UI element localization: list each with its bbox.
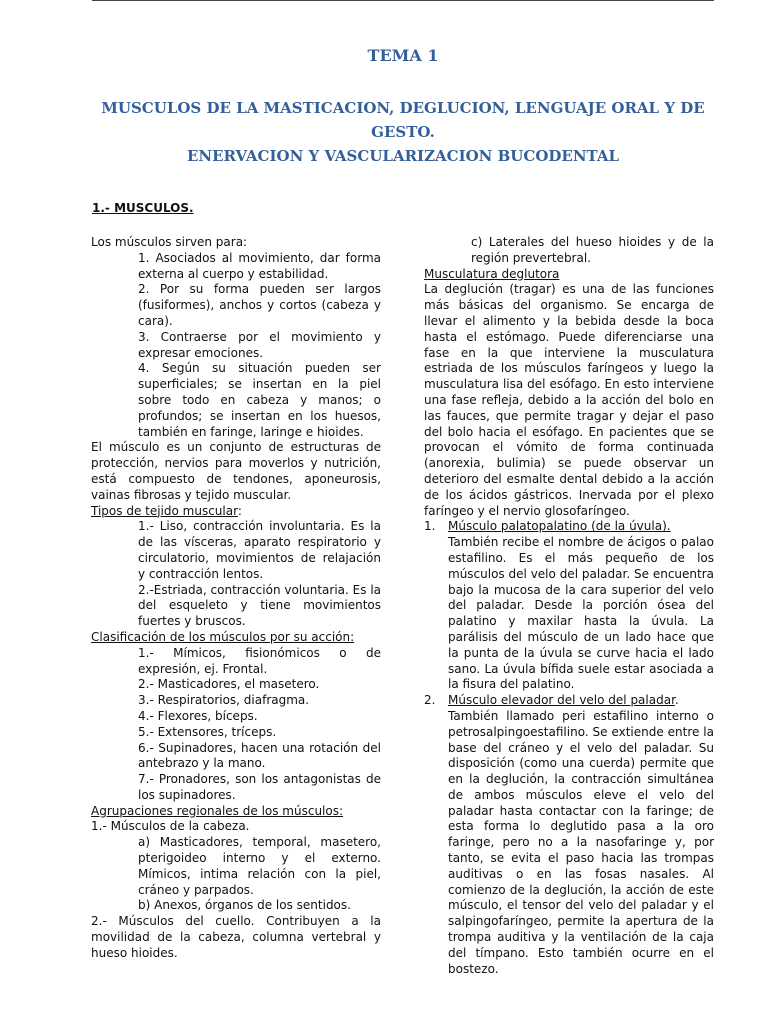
list-item: 4.- Flexores, bíceps. — [138, 708, 258, 723]
deglutition-heading: Musculatura deglutora — [424, 266, 560, 281]
list-item: 2. Por su forma pueden ser largos (fusiformes), anchos y cortos (cabeza y cara). — [138, 282, 381, 328]
deglutition-paragraph: La deglución (tragar) es una de las funciones más básicas del organismo. Se encarga de llevar el alimento y la bebida desde la boca hasta el estómago. Puede diferenciarse una fase en la que interviene la musculatura estriada de los músculos faríngeos y luego la musculatura lisa del esófago. En esto interviene una fase refleja, debido a la acción del bolo en las fauces, que permite tragar y dejar el paso del bolo hacia el esófago. En pacientes que se provocan el vómito de forma continuada (anorexia, bulimia) se puede observar un deterioro del esmalte dental debido a la acción de los ácidos gástricos. Inervada por el plexo faríngeo y el nervio glosofaríngeo. — [424, 282, 714, 518]
section-heading: 1.- MUSCULOS. — [92, 201, 194, 215]
list-item: 3. Contraerse por el movimiento y expresar emociones. — [138, 329, 381, 360]
tissue-heading-colon: : — [237, 503, 242, 518]
list-item: 4. Según su situación pueden ser superficiales; se insertan en la piel sobre todo en cabeza y manos; o profundos; se insertan en los huesos, también en faringe, laringe e hioides. — [138, 361, 381, 439]
numbered-item — [424, 693, 714, 977]
item-number: 2. — [424, 693, 436, 708]
item-title: Músculo palatopalatino (de la úvula). — [448, 519, 671, 534]
list-item: 1. Asociados al movimiento, dar forma externa al cuerpo y estabilidad. — [138, 250, 381, 281]
right-column — [424, 235, 714, 977]
list-item: b) Anexos, órganos de los sentidos. — [138, 898, 351, 913]
document-title — [92, 96, 714, 168]
item-title: Músculo elevador del velo del paladar — [448, 693, 675, 708]
title-line-1: MUSCULOS DE LA MASTICACION, DEGLUCION, LENGUAJE ORAL Y DE GESTO. — [101, 99, 705, 141]
list-item: 1.- Mímicos, fisionómicos o de expresión, ej. Frontal. — [138, 645, 381, 676]
head-muscles: 1.- Músculos de la cabeza. — [91, 819, 250, 834]
regional-heading: Agrupaciones regionales de los músculos: — [91, 803, 344, 818]
neck-muscles: 2.- Músculos del cuello. Contribuyen a la movilidad de la cabeza, columna vertebral y hueso hioides. — [91, 914, 381, 960]
list-item: c) Laterales del hueso hioides y de la región prevertebral. — [471, 235, 714, 265]
list-item: 1.- Liso, contracción involuntaria. Es la de las vísceras, aparato respiratorio y circulatorio, movimientos de relajación y contracción lentos. — [138, 519, 381, 581]
definition-paragraph: El músculo es un conjunto de estructuras de protección, nervios para moverlos y nutrición, está compuesto de tendones, aponeurosis, vainas fibrosas y tejido muscular. — [91, 440, 381, 502]
list-item: 7.- Pronadores, son los antagonistas de los supinadores. — [138, 772, 381, 802]
numbered-item — [424, 519, 714, 693]
list-item: a) Masticadores, temporal, masetero, pterigoideo interno y el externo. Mímicos, intima relación con la piel, cráneo y parpados. — [138, 835, 381, 897]
item-number: 1. — [424, 519, 436, 534]
title-line-2: ENERVACION Y VASCULARIZACION BUCODENTAL — [186, 147, 620, 165]
item-title-line: Músculo elevador del velo del paladar. — [448, 693, 679, 708]
topic-number: TEMA 1 — [367, 46, 439, 65]
tissue-heading — [91, 504, 381, 520]
list-item: 3.- Respiratorios, diafragma. — [138, 693, 310, 708]
tissue-heading-text: Tipos de tejido muscular — [91, 503, 238, 518]
item-text: También recibe el nombre de ácigos o palao estafilino. Es el más pequeño de los músculos del velo del paladar. Se encuentra bajo la mucosa de la cara superior del velo del paladar. Desde la porción ósea del palatino y maxilar hasta la úvula. La parálisis del músculo de un lado hace que la punta de la úvula se curve hacia el lado sano. La úvula bífida suele estar asociada a la fisura del palatino. — [448, 535, 714, 692]
classification-heading: Clasificación de los músculos por su acción: — [91, 629, 355, 644]
list-item: 6.- Supinadores, hacen una rotación del antebrazo y la mano. — [138, 740, 381, 771]
top-rule — [92, 0, 714, 1]
intro-text: Los músculos sirven para: — [91, 235, 248, 249]
list-item: 2.-Estriada, contracción voluntaria. Es la del esqueleto y tiene movimientos fuertes y bruscos. — [138, 582, 381, 629]
left-column — [91, 235, 381, 962]
list-item: 2.- Masticadores, el masetero. — [138, 677, 320, 692]
list-item: 5.- Extensores, tríceps. — [138, 724, 277, 739]
item-text: También llamado peri estafilino interno o petrosalpingoestafilino. Se extiende entre la base del cráneo y el velo del paladar. Su disposición (como una cuerda) permite que en la deglución, la contracción simultánea de ambos músculos eleve el velo del paladar hasta contactar con la faringe; de esta forma lo deglutido pasa a la oro faringe, pero no a la nasofaringe y, por tanto, se evita el paso hacia las trompas auditivas o en las fosas nasales. Al comienzo de la deglución, la acción de este músculo, el tensor del velo del paladar y el salpingofaríngeo, permite la apertura de la trompa auditiva y la ventilación de la caja del tímpano. Esto también ocurre en el bostezo. — [448, 708, 714, 976]
